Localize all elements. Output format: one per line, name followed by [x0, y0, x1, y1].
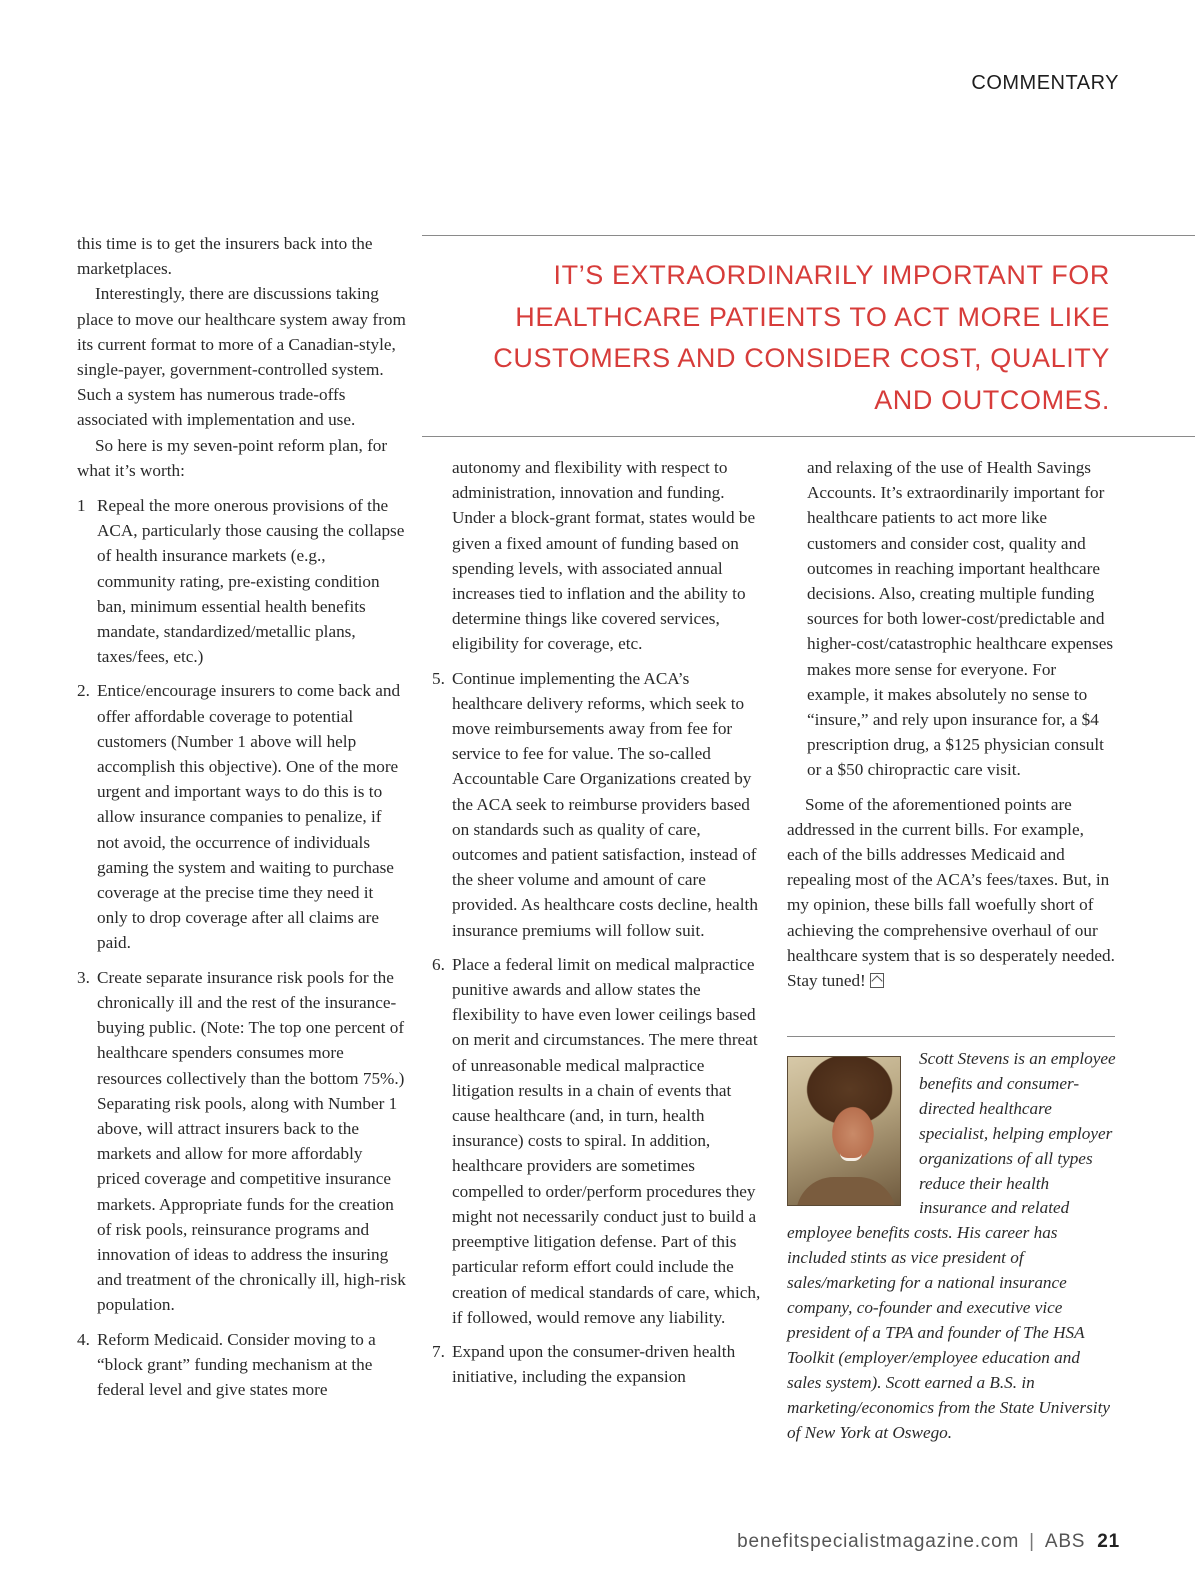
- list-item: [77, 965, 407, 1318]
- list-item-text: Entice/encourage insurers to come back and offer affordable coverage to potential customers (Number 1 above will help accomplish this objective). One of the more urgent and important ways to do this is to allow insurance companies to penalize, if not avoid, the occurrence of individuals gaming the system and waiting to purchase coverage at the precise time they need it only to drop coverage after all claims are paid.: [97, 681, 401, 953]
- footer-publication: ABS: [1044, 1531, 1086, 1552]
- footer-separator: |: [1029, 1531, 1035, 1552]
- closing-text: Some of the aforementioned points are addressed in the current bills. For example, each of the bills addresses Medicaid and repealing most of the ACA’s fees/taxes. But, in my opinion, these bills fall woefully short of achieving the comprehensive overhaul of our healthcare system that is so desperately needed. Stay tuned!: [787, 794, 1115, 991]
- footer-website: benefitspecialistmagazine.com: [737, 1531, 1020, 1552]
- list-item-number: 6.: [432, 954, 445, 974]
- list-item-number: 4.: [77, 1329, 90, 1349]
- list-item-text: Repeal the more onerous provisions of the ACA, particularly those causing the collapse of health insurance markets (e.g., community rating, pre-existing condition ban, minimum essential health benefits mandate, standardized/metallic plans, taxes/fees, etc.): [97, 496, 405, 667]
- list-item: [77, 1327, 407, 1403]
- list-item-number: 1: [77, 496, 86, 516]
- list-item-number: 7.: [432, 1341, 445, 1361]
- list-item-continuation: [432, 455, 762, 657]
- list-item-text: Expand upon the consumer-driven health initiative, including the expansion: [452, 1341, 736, 1387]
- list-item-number: 5.: [432, 668, 445, 688]
- list-item-number: 3.: [77, 967, 90, 987]
- list-item-text: Place a federal limit on medical malpractice punitive awards and allow states the flexibility to have even lower ceilings based on merit and circumstances. The mere threat of unreasonable medical malpractice litigation results in a chain of events that cause healthcare (and, in turn, health insurance) costs to spiral. In addition, healthcare providers are sometimes compelled to order/perform procedures they might not necessarily conduct just to build a preemptive litigation defense. Part of this particular reform effort could include the creation of medical standards of care, which, if followed, would remove any liability.: [452, 954, 761, 1327]
- list-item-text: autonomy and flexibility with respect to administration, innovation and funding. Under a block-grant format, states would be given a fixed amount of funding based on spending levels, with associated annual increases tied to inflation and the ability to determine things like covered services, eligibility for coverage, etc.: [452, 458, 756, 654]
- list-item-continuation: [787, 455, 1117, 783]
- list-item: [432, 666, 762, 943]
- paragraph-intro: this time is to get the insurers back into the marketplaces.: [77, 234, 373, 279]
- list-item: [432, 1339, 762, 1389]
- page-footer: [737, 1531, 1120, 1553]
- bio-divider: [787, 1036, 1115, 1037]
- reform-list-continued: [432, 455, 762, 1389]
- list-item-text: and relaxing of the use of Health Savings Accounts. It’s extraordinarily important for healthcare patients to act more like customers and consider cost, quality and outcomes in reaching important healthcare decisions. Also, creating multiple funding sources for both lower-cost/predictable and higher-cost/catastrophic healthcare expenses makes more sense for everyone. For example, it makes absolutely no sense to “insure,” and rely upon insurance for, a $4 prescription drug, a $125 physician consult or a $50 chiropractic care visit.: [807, 458, 1114, 780]
- list-item-text: Reform Medicaid. Consider moving to a “block grant” funding mechanism at the federal level and give states more: [97, 1329, 376, 1399]
- pull-quote: IT’S EXTRAORDINARILY IMPORTANT FOR HEALTHCARE PATIENTS TO ACT MORE LIKE CUSTOMERS AND CONSIDER COST, QUALITY AND OUTCOMES.: [493, 260, 1110, 415]
- author-bio: [787, 1047, 1117, 1446]
- reform-list-continued: [787, 455, 1117, 783]
- list-item-text: Create separate insurance risk pools for the chronically ill and the rest of the insurance-buying public. (Note: The top one percent of healthcare spenders consumes more resources collectively than the bottom 75%.) Separating risk pools, along with Number 1 above, will attract insurers back to the markets and allow for more affordably priced coverage and competitive insurance markets. Appropriate funds for the creation of risk pools, reinsurance programs and innovation of ideas to address the insuring and treatment of the chronically ill, high-risk population.: [97, 967, 406, 1315]
- column-3: [787, 455, 1117, 993]
- column-1: [77, 231, 407, 1402]
- pull-quote-top-rule: [422, 235, 1195, 236]
- page-number: 21: [1097, 1531, 1120, 1552]
- reform-list: [77, 493, 407, 1402]
- list-item: [432, 952, 762, 1330]
- pull-quote-bottom-rule: [422, 436, 1195, 437]
- list-item-number: 2.: [77, 681, 90, 701]
- section-label: COMMENTARY: [971, 72, 1119, 94]
- end-of-article-icon: [870, 973, 884, 988]
- paragraph-discussion: Interestingly, there are discussions taking place to move our healthcare system away from its current format to more of a Canadian-style, single-payer, government-controlled system. Such a system has numerous trade-offs associated with implementation and use.: [77, 284, 406, 430]
- paragraph-closing: [787, 792, 1117, 994]
- author-bio-text: Scott Stevens is an employee benefits and consumer-directed healthcare specialist, helping employer organizations of all types reduce their health insurance and related employee benefits costs. His career has included stints as vice president of sales/marketing for a national insurance company, co-founder and executive vice president of a TPA and founder of The HSA Toolkit (employer/employee education and sales system). Scott earned a B.S. in marketing/economics from the State University of New York at Oswego.: [787, 1049, 1116, 1442]
- list-item: [77, 493, 407, 669]
- column-2: [432, 455, 762, 1389]
- list-item: [77, 678, 407, 955]
- list-item-text: Continue implementing the ACA’s healthcare delivery reforms, which seek to move reimbursements away from fee for service to fee for value. The so-called Accountable Care Organizations created by the ACA seek to reimburse providers based on standards such as quality of care, outcomes and patient satisfaction, instead of the sheer volume and amount of care provided. As healthcare costs decline, health insurance premiums will follow suit.: [452, 668, 758, 940]
- paragraph-plan-intro: So here is my seven-point reform plan, for what it’s worth:: [77, 435, 388, 480]
